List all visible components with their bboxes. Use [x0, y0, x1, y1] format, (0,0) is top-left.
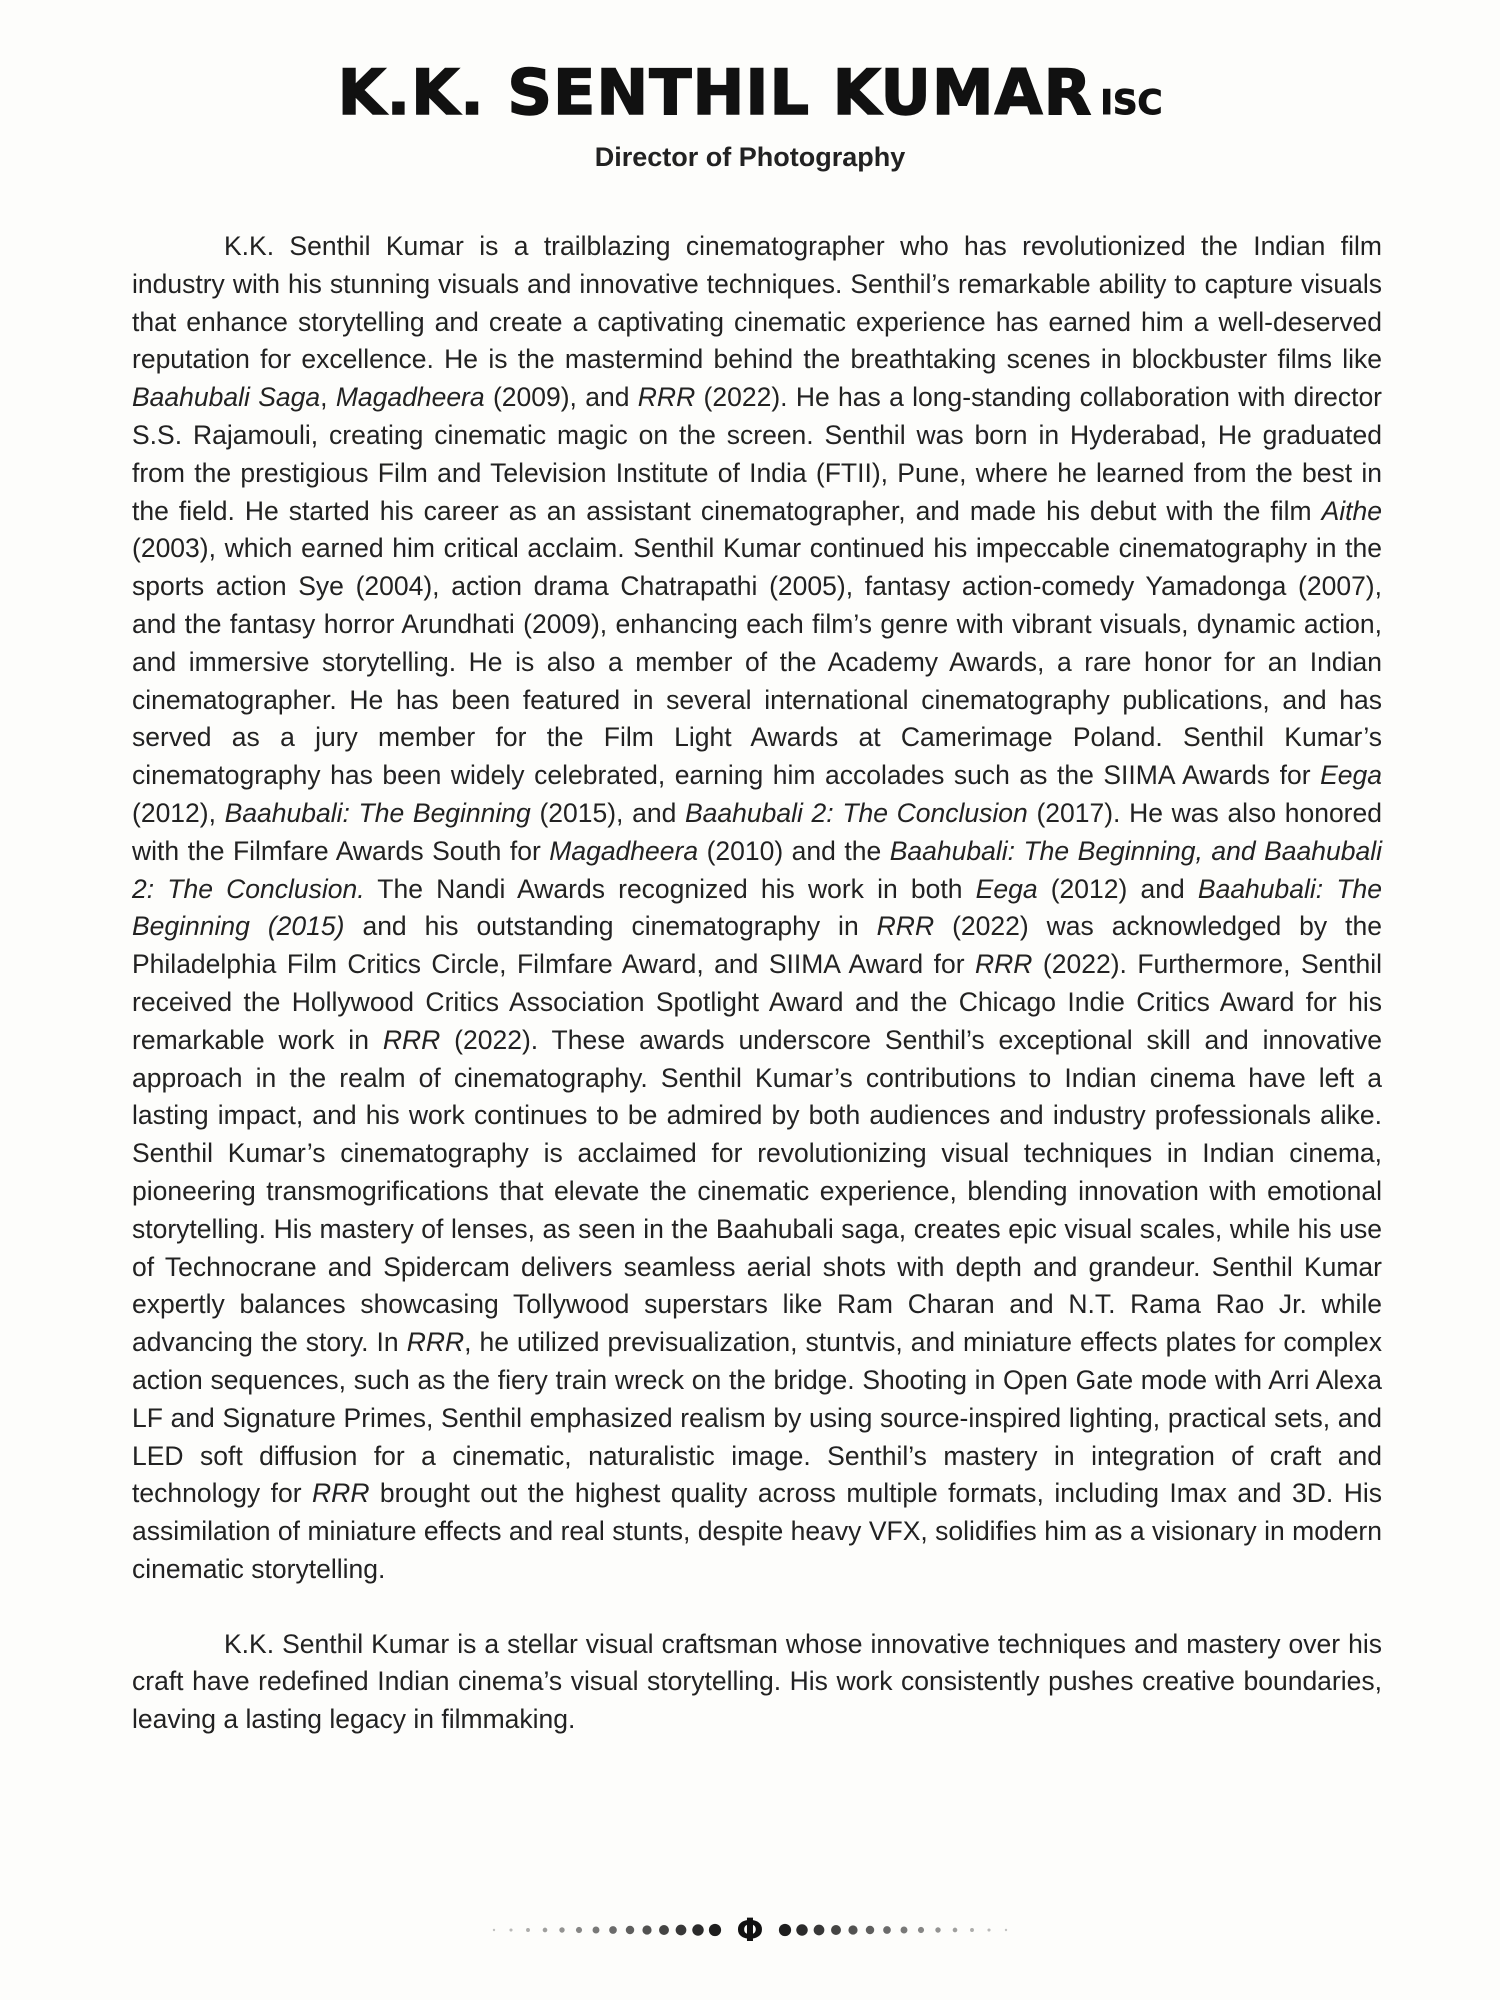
ornament-dot	[987, 1928, 990, 1931]
italic-title-text: RRR	[382, 1024, 441, 1055]
biography-body	[132, 228, 1382, 1739]
name-suffix: ISC	[1100, 83, 1163, 123]
ornament-dot	[814, 1925, 825, 1936]
italic-title-text: Baahubali Saga	[132, 382, 321, 413]
ornament-dot	[848, 1925, 857, 1934]
italic-title-text: RRR	[406, 1327, 465, 1358]
ornament-dot	[576, 1927, 582, 1933]
ornament-dot	[676, 1925, 687, 1936]
italic-title-text: Eega	[975, 873, 1038, 904]
paragraph-text: (2017). He was also honored with the Filmfare Awards South for	[132, 797, 1382, 866]
ornament-dot	[1005, 1929, 1007, 1931]
body-paragraph	[132, 228, 1382, 1589]
paragraph-text: K.K. Senthil Kumar is a stellar visual craftsman whose innovative techniques and mastery over his craft have redefined Indian cinema’s visual storytelling. His work consistently pushes creative boundaries, leaving a lasting legacy in filmmaking.	[132, 1628, 1382, 1735]
italic-title-text: Baahubali: The Beginning, and Baahubali 2: The Conclusion.	[132, 835, 1382, 904]
ornament-dot	[642, 1925, 651, 1934]
paragraph-text: (2009), and	[484, 382, 638, 413]
body-paragraph	[132, 1626, 1382, 1739]
paragraph-text: and his outstanding cinematography in	[344, 911, 877, 942]
italic-title-text: RRR	[975, 949, 1033, 980]
ornament-dot	[918, 1927, 924, 1933]
phi-dot-ornament-icon	[0, 1915, 1500, 1945]
paragraph-text: (2003), which earned him critical acclaim. Senthil Kumar continued his impeccable cinematography in the sports action Sye (2004), action drama Chatrapathi (2005), fantasy action-comedy Yamadonga (2007), and the fantasy horror Arundhati (2009), enhancing each film’s genre with vibrant visuals, dynamic action, and immersive storytelling. He is also a member of the Academy Awards, a rare honor for an Indian cinematographer. He has been featured in several international cinematography publications, and has served as a jury member for the Film Light Awards at Camerimage Poland. Senthil Kumar’s cinematography has been widely celebrated, earning him accolades such as the SIIMA Awards for	[132, 533, 1382, 791]
italic-title-text: Magadheera	[335, 382, 485, 413]
italic-title-text: Eega	[1320, 760, 1382, 791]
ornament-dot	[883, 1926, 891, 1934]
paragraph-text: (2012),	[132, 797, 225, 828]
ornament-dot	[543, 1928, 548, 1933]
ornament-dot	[779, 1924, 791, 1936]
paragraph-text: (2015), and	[530, 797, 685, 828]
ornament-dot	[659, 1925, 669, 1935]
italic-title-text: RRR	[876, 911, 935, 942]
paragraph-text: (2022) was acknowledged by the Philadelphia Film Critics Circle, Filmfare Award, and SIIMA Award for	[132, 911, 1382, 980]
italic-title-text: RRR	[312, 1478, 370, 1509]
italic-title-text: Aithe	[1321, 495, 1382, 526]
page-title	[337, 56, 1163, 129]
italic-title-text: RRR	[637, 382, 696, 413]
ornament-dot	[831, 1925, 841, 1935]
ornament-dot	[609, 1926, 617, 1934]
paragraph-text: K.K. Senthil Kumar is a trailblazing cinematographer who has revolutionized the Indian film industry with his stunning visuals and innovative techniques. Senthil’s remarkable ability to capture visuals that enhance storytelling and create a captivating cinematic experience has earned him a well-deserved reputation for excellence. He is the mastermind behind the breathtaking scenes in blockbuster films like	[132, 231, 1382, 375]
ornament-dot	[970, 1928, 974, 1932]
paragraph-text: (2012) and	[1037, 873, 1198, 904]
ornament-dot	[866, 1926, 874, 1934]
ornament-dot	[709, 1924, 721, 1936]
ornament-dot	[509, 1928, 512, 1931]
ornament-dot	[626, 1926, 634, 1934]
ornament-dot	[559, 1927, 564, 1932]
ornament-dot	[901, 1927, 908, 1934]
italic-title-text: Baahubali: The Beginning	[224, 797, 531, 828]
ornament-dot	[796, 1924, 807, 1935]
ornament-dot	[526, 1928, 530, 1932]
paragraph-text: brought out the highest quality across multiple formats, including Imax and 3D. His assimilation of miniature effects and real stunts, despite heavy VFX, solidifies him as a visionary in modern cinematic storytelling.	[132, 1478, 1382, 1584]
ornament-dot	[953, 1928, 958, 1933]
ornament-dot	[692, 1924, 703, 1935]
page-subtitle: Director of Photography	[594, 142, 906, 172]
ornament-dot	[493, 1929, 495, 1931]
paragraph-text: The Nandi Awards recognized his work in both	[364, 873, 976, 904]
italic-title-text: Baahubali: The Beginning (2015)	[132, 873, 1382, 942]
page-header	[0, 56, 1500, 173]
paragraph-text: (2022). These awards underscore Senthil’s exceptional skill and innovative approach in the realm of cinematography. Senthil Kumar’s contributions to Indian cinema have left a lasting impact, and his work continues to be admired by both audiences and industry professionals alike. Senthil Kumar’s cinematography is acclaimed for revolutionizing visual techniques in Indian cinema, pioneering transmogrifications that elevate the cinematic experience, blending innovation with emotional storytelling. His mastery of lenses, as seen in the Baahubali saga, creates epic visual scales, while his use of Technocrane and Spidercam delivers seamless aerial shots with depth and grandeur. Senthil Kumar expertly balances showcasing Tollywood superstars like Ram Charan and N.T. Rama Rao Jr. while advancing the story. In	[132, 1024, 1382, 1358]
ornament-dot	[593, 1927, 600, 1934]
paragraph-text: , he utilized previsualization, stuntvis, and miniature effects plates for complex action sequences, such as the fiery train wreck on the bridge. Shooting in Open Gate mode with Arri Alexa LF and Signature Primes, Senthil emphasized realism by using source-inspired lighting, practical sets, and LED soft diffusion for a cinematic, naturalistic image. Senthil’s mastery in integration of craft and technology for	[132, 1327, 1383, 1509]
italic-title-text: Magadheera	[549, 835, 699, 866]
paragraph-text: (2022). Furthermore, Senthil received the Hollywood Critics Association Spotlight Award and the Chicago Indie Critics Award for his remarkable work in	[132, 949, 1382, 1055]
person-name: K.K. SENTHIL KUMAR	[337, 56, 1093, 129]
paragraph-text: (2022). He has a long-standing collaboration with director S.S. Rajamouli, creating cinematic magic on the screen. Senthil was born in Hyderabad, He graduated from the prestigious Film and Television Institute of India (FTII), Pune, where he learned from the best in the field. He started his career as an assistant cinematographer, and made his debut with the film	[132, 382, 1383, 526]
paragraph-text: (2010) and the	[698, 835, 890, 866]
paragraph-text: ,	[320, 382, 336, 413]
italic-title-text: Baahubali 2: The Conclusion	[685, 797, 1028, 828]
phi-glyph-icon: Φ	[736, 1915, 764, 1945]
ornament-dot	[935, 1927, 940, 1932]
